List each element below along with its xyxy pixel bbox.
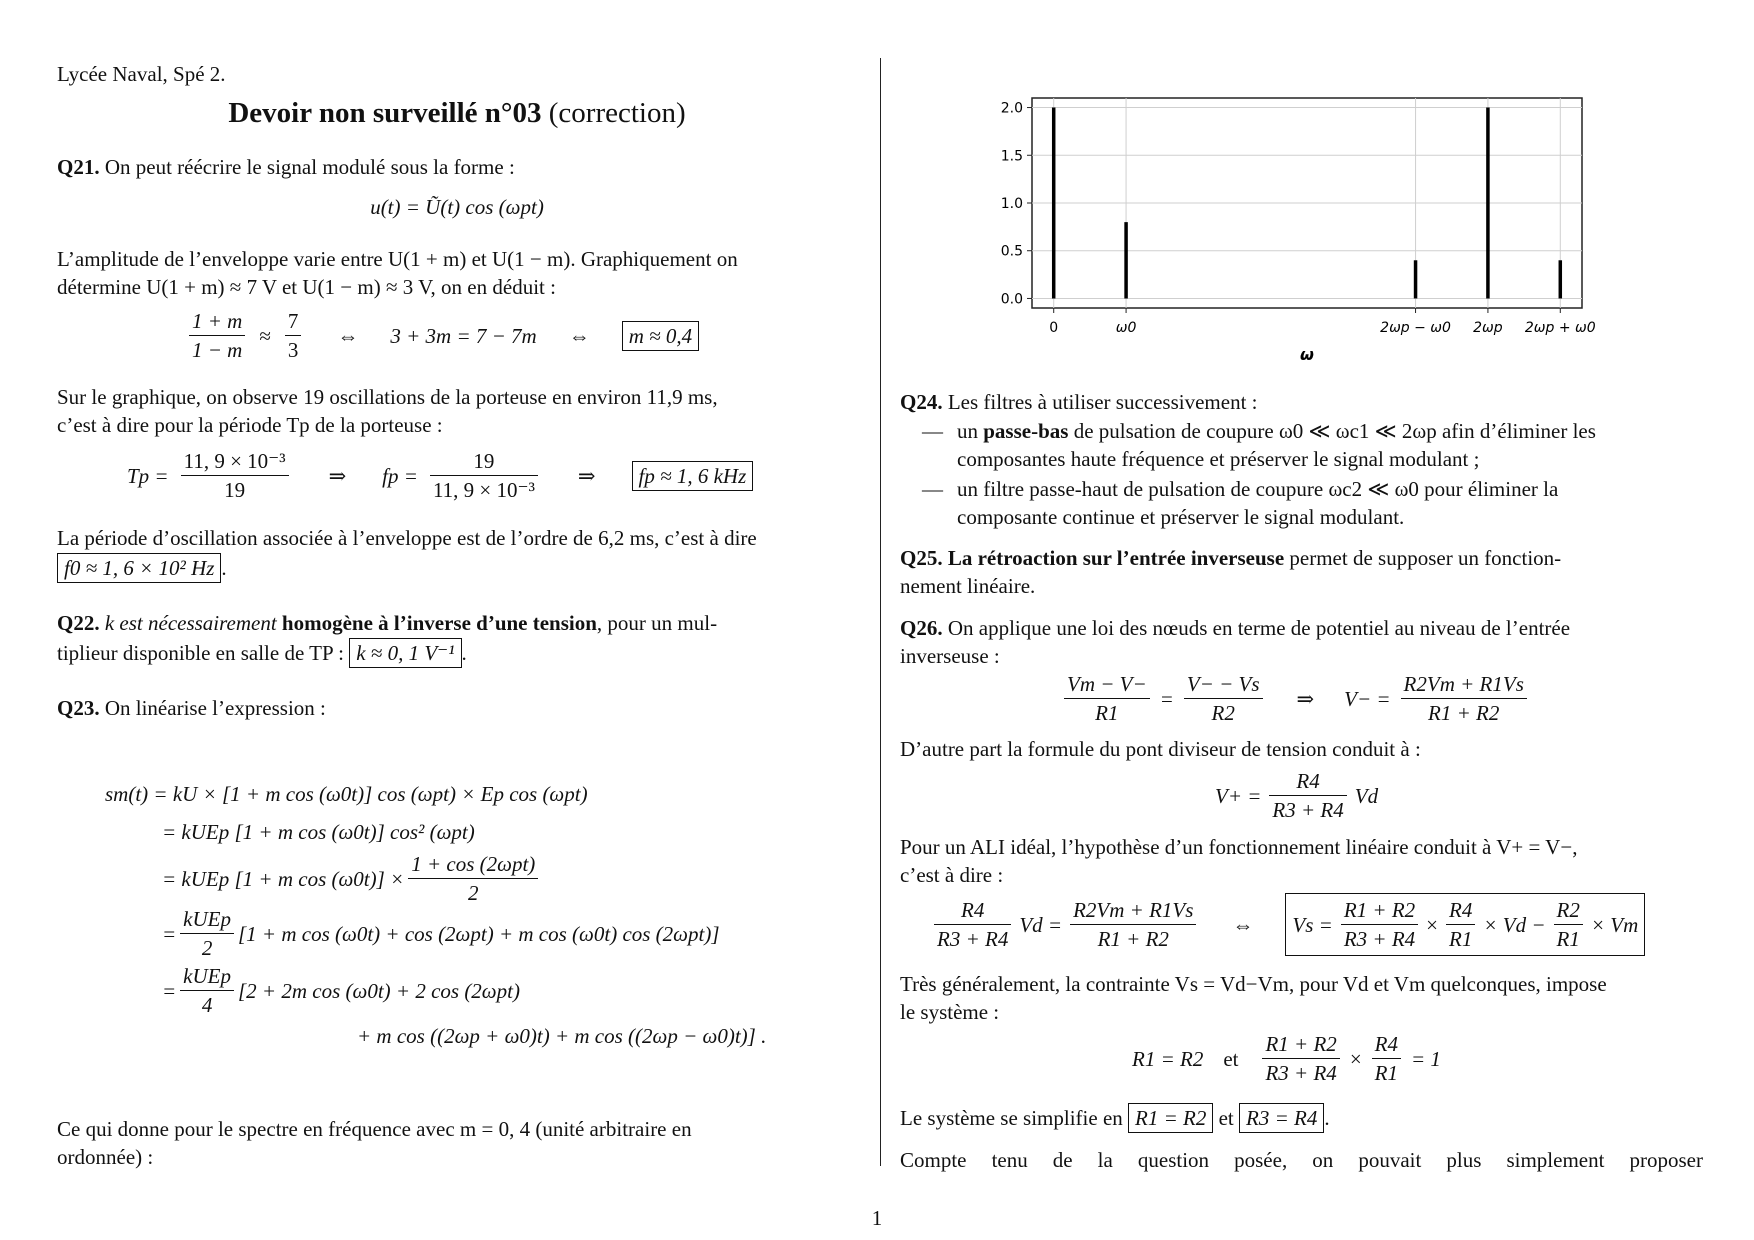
q26-ali-line2: c’est à dire : xyxy=(900,863,1004,887)
q26-ali-line1: Pour un ALI idéal, l’hypothèse d’un fonctionnement linéaire conduit à V+ = V−, xyxy=(900,835,1578,859)
q26-system: R1 = R2 et $\frac{R1 + R2}{R3 + R4}$ × $\frac{R4}{R1}$ = 1 xyxy=(1132,1032,1441,1085)
q21-intro: Q21. On peut réécrire le signal modulé sous la forme : xyxy=(57,155,515,179)
q22-line1: Q22. k est nécessairement homogène à l’inverse d’une tension, pour un mul- xyxy=(57,611,718,635)
y-tick-label: 1.5 xyxy=(1000,148,1023,165)
q26-intro-line2: inverseuse : xyxy=(900,644,1000,668)
q25-line1: Q25. La rétroaction sur l’entrée inverseuse permet de supposer un fonction- xyxy=(900,546,1562,570)
title-suffix: (correction) xyxy=(548,97,686,129)
y-tick-label: 0.0 xyxy=(1000,291,1023,308)
q26-vplus-eq: V+ = $\frac{R4}{R3 + R4}$ Vd xyxy=(1215,769,1379,822)
q23-eq5: = $\frac{\text{kUEp}}{4}$ [2 + 2m cos (ω0t) + 2 cos (2ωpt) xyxy=(162,964,520,1017)
f0-result-box: f0 ≈ 1, 6 × 10² Hz xyxy=(57,553,221,583)
y-tick-label: 2.0 xyxy=(1000,100,1023,117)
q23-eq3: = kUEp [1 + m cos (ω0t)] × $\frac{\text{1 + cos (2ωpt)}}{2}$ xyxy=(162,850,542,907)
x-tick-label: 0 xyxy=(1049,320,1059,336)
q23-eq2: = kUEp [1 + m cos (ω0t)] cos² (ωpt) xyxy=(162,820,475,844)
q21-m-equation: $\frac{1 + m}{1 - m}$ ≈ $\frac{7}{3}$ ⇔ 3 + 3m = 7 − 7m ⇔ m ≈ 0,4 xyxy=(185,307,699,364)
fp-result-box: fp ≈ 1, 6 kHz xyxy=(632,461,754,491)
q21-label: Q21. xyxy=(57,155,100,179)
r3-r4-box: R3 = R4 xyxy=(1239,1103,1324,1133)
x-tick-label: 2ωp xyxy=(1473,320,1503,336)
q26-divider-text: D’autre part la formule du pont diviseur de tension conduit à : xyxy=(900,737,1421,761)
q23-eq4: = $\frac{\text{kUEp}}{2}$ [1 + m cos (ω0t) + cos (2ωpt) + m cos (ω0t) cos (2ωpt)] xyxy=(162,907,720,960)
q26-general-line1: Très généralement, la contrainte Vs = Vd−Vm, pour Vd et Vm quelconques, impose xyxy=(900,972,1607,996)
page-title xyxy=(57,95,857,131)
r1-r2-box: R1 = R2 xyxy=(1128,1103,1213,1133)
q26-general-line2: le système : xyxy=(900,1000,1000,1024)
q23-eq1: sm(t) = kU × [1 + m cos (ω0t)] cos (ωpt) × Ep cos (ωpt) xyxy=(105,782,588,806)
x-tick-label: 2ωp − ω0 xyxy=(1380,320,1451,336)
vs-result-box: Vs = $\frac{R1 + R2}{R3 + R4}$ × $\frac{R4}{R1}$ × Vd − $\frac{R2}{R1}$ × Vm xyxy=(1285,893,1645,956)
q21-env-line: La période d’oscillation associée à l’enveloppe est de l’ordre de 6,2 ms, c’est à dire xyxy=(57,526,757,550)
q23-label: Q23. xyxy=(57,696,100,720)
q24-label: Q24. xyxy=(900,390,943,414)
q26-node-law: $\frac{Vm - V-}{R1}$ = $\frac{V- - Vs}{R2}$ ⇒ V− = $\frac{R2Vm + R1Vs}{R1 + R2}$ xyxy=(1060,670,1531,727)
q24-item2-line1: un filtre passe-haut de pulsation de coupure ωc2 ≪ ω0 pour éliminer la xyxy=(957,477,1559,501)
q21-amp-line2: détermine U(1 + m) ≈ 7 V et U(1 − m) ≈ 3 V, on en déduit : xyxy=(57,275,556,299)
q23-intro: Q23. On linéarise l’expression : xyxy=(57,696,326,720)
q23-spectrum-line2: ordonnée) : xyxy=(57,1145,154,1169)
y-tick-label: 1.0 xyxy=(1000,196,1023,212)
q26-last-line: Compte tenu de la question posée, on pouvait plus simplement proposer xyxy=(900,1148,1703,1172)
spectrum-chart xyxy=(980,88,1620,378)
q22-label: Q22. xyxy=(57,611,100,635)
m-result-box: m ≈ 0,4 xyxy=(622,321,699,351)
q24-item1-line1: un passe-bas de pulsation de coupure ω0 ≪ ωc1 ≪ 2ωp afin d’éliminer les xyxy=(957,419,1596,443)
q24-item2-line2: composante continue et préserver le signal modulant. xyxy=(957,505,1405,529)
q21-osc-line2: c’est à dire pour la période Tp de la porteuse : xyxy=(57,413,443,437)
q21-tp-equation: Tp = $\frac{\text{11, 9 × 10⁻³}}{19}$ ⇒ fp = $\frac{19}{\text{11, 9 × 10⁻³}}$ ⇒ fp ≈ 1, 6 kHz xyxy=(127,447,753,504)
m-fraction: $\frac{1 + m}{1 - m}$ xyxy=(189,307,245,364)
q23-eq6: + m cos ((2ωp + ω0)t) + m cos ((2ωp − ω0)t)] . xyxy=(357,1024,767,1048)
q26-intro-line1: Q26. On applique une loi des nœuds en terme de potentiel au niveau de l’entrée xyxy=(900,616,1571,640)
q21-f0-line: f0 ≈ 1, 6 × 10² Hz . xyxy=(57,553,227,583)
title-bold: Devoir non surveillé n°03 xyxy=(228,97,542,129)
q26-simplify: Le système se simplifie en R1 = R2 et R3 = R4 . xyxy=(900,1103,1330,1133)
q22-line2: tiplieur disponible en salle de TP : k ≈ 0, 1 V⁻¹ . xyxy=(57,638,467,668)
y-tick-label: 0.5 xyxy=(1000,243,1023,260)
column-divider xyxy=(880,58,881,1166)
q26-label: Q26. xyxy=(900,616,943,640)
q25-label: Q25. xyxy=(900,546,943,570)
q25-line2: nement linéaire. xyxy=(900,574,1036,598)
page-number: 1 xyxy=(871,1206,883,1230)
list-bullet: — xyxy=(922,419,943,443)
q21-eq-signal: u(t) = Ũ(t) cos (ωpt) xyxy=(370,195,544,219)
q23-spectrum-line1: Ce qui donne pour le spectre en fréquence avec m = 0, 4 (unité arbitraire en xyxy=(57,1117,692,1141)
list-bullet: — xyxy=(922,477,943,501)
q24-intro: Q24. Les filtres à utiliser successivement : xyxy=(900,390,1258,414)
x-tick-label: ω0 xyxy=(1115,320,1137,336)
k-result-box: k ≈ 0, 1 V⁻¹ xyxy=(349,638,461,668)
q24-item1-line2: composantes haute fréquence et préserver le signal modulant ; xyxy=(957,447,1480,471)
q21-osc-line1: Sur le graphique, on observe 19 oscillations de la porteuse en environ 11,9 ms, xyxy=(57,385,718,409)
x-axis-label: ω xyxy=(1300,345,1314,364)
q21-amp-line1: L’amplitude de l’enveloppe varie entre U(1 + m) et U(1 − m). Graphiquement on xyxy=(57,247,738,271)
q26-vs-equation: $\frac{R4}{R3 + R4}$ Vd = $\frac{R2Vm + R1Vs}{R1 + R2}$ ⇔ Vs = $\frac{R1 + R2}{R3 + R4}$ × $\frac{R4}{R1}$ × Vd − $\frac{R2}{R1}$ × Vm xyxy=(930,893,1645,956)
x-tick-label: 2ωp + ω0 xyxy=(1524,320,1596,336)
school-header: Lycée Naval, Spé 2. xyxy=(57,62,226,86)
